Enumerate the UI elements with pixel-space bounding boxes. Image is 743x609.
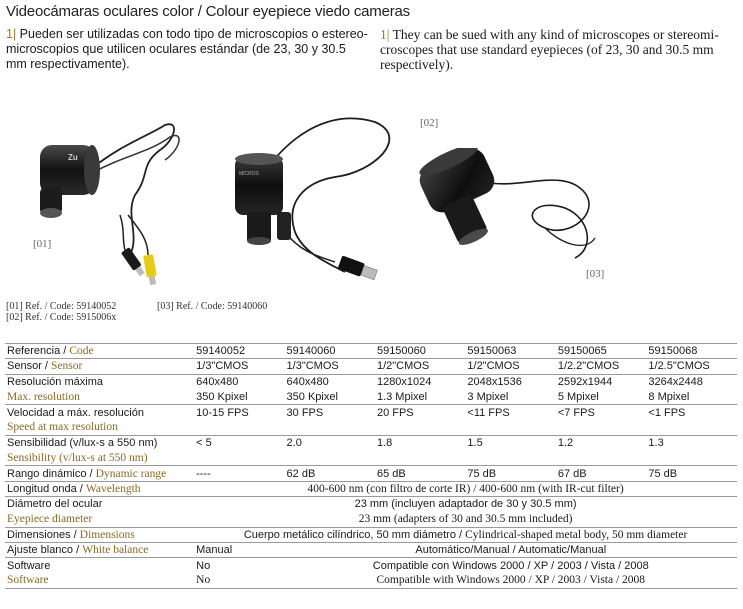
eyepiece-cell: 23 mm (incluyen adaptador de 30 y 30.5 mm)	[194, 496, 737, 511]
code-cell: 59140052	[194, 344, 284, 359]
table-row-dimensions	[5, 527, 737, 542]
dynamic-cell: 65 dB	[375, 466, 465, 481]
photo-label-01: [01]	[33, 238, 52, 250]
svg-text:MICROS: MICROS	[239, 171, 259, 177]
sensor-cell: 1/2"CMOS	[465, 359, 555, 374]
table-row-sensitivity	[5, 435, 737, 450]
table-row-sensor	[5, 359, 737, 374]
pixels-cell: 1.3 Mpixel	[376, 390, 428, 403]
sensor-cell: 1/2.2"CMOS	[556, 359, 647, 374]
table-row-eyepiece	[5, 496, 737, 511]
table-row-speed	[5, 405, 737, 420]
intro-number-en: 1|	[380, 27, 390, 42]
photo-label-03: [03]	[586, 268, 605, 280]
intro-english	[380, 27, 742, 72]
code-cell: 59150068	[646, 344, 737, 359]
sensitivity-cell: 1.8	[375, 435, 465, 450]
photo-label-02: [02]	[420, 117, 439, 129]
row-label: Resolución máxima	[5, 374, 194, 389]
code-cell: 59150065	[556, 344, 647, 359]
svg-text:Zu: Zu	[68, 153, 78, 162]
camera-photo-01	[30, 115, 205, 290]
white-balance-first: Manual	[194, 542, 284, 557]
row-label: Referencia / Code	[5, 344, 194, 359]
intro-text-en: They can be sued with any kind of microscopes or stereomi-croscopes that use standard eyepieces (of 23, 30 and 30.5 mm respectively).	[380, 27, 719, 72]
dynamic-cell: 67 dB	[556, 466, 647, 481]
code-cell: 59150063	[465, 344, 555, 359]
sensitivity-cell: 1.2	[556, 435, 647, 450]
table-row-dynamic-range	[5, 466, 737, 481]
speed-cell: 10-15 FPS	[194, 405, 284, 420]
code-cell: 59150060	[375, 344, 465, 359]
reference-code-01: [01] Ref. / Code: 59140052	[6, 301, 117, 312]
pixels-cell: 8 Mpixel	[648, 390, 690, 403]
white-balance-rest: Automático/Manual / Automatic/Manual	[285, 542, 737, 557]
sensor-cell: 1/3"CMOS	[285, 359, 375, 374]
pixels-cell: 3 Mpixel	[467, 390, 509, 403]
resolution-cell: 2592x1944	[556, 374, 647, 389]
resolution-cell: 3264x2448	[646, 374, 737, 389]
resolution-cell: 640x480	[285, 374, 375, 389]
code-cell: 59140060	[285, 344, 375, 359]
table-row-sensitivity-translation	[5, 451, 737, 466]
specifications-table	[5, 343, 737, 589]
dynamic-cell: 75 dB	[465, 466, 555, 481]
row-label-translation: Max. resolution	[7, 390, 80, 403]
dynamic-cell: ----	[194, 466, 284, 481]
speed-cell: <7 FPS	[556, 405, 647, 420]
sensor-cell: 1/2.5"CMOS	[646, 359, 737, 374]
row-label: Sensor / Sensor	[5, 359, 194, 374]
reference-code-03: [03] Ref. / Code: 59140060	[157, 301, 268, 312]
row-label: Diámetro del ocular	[5, 496, 194, 511]
page-title: Videocámaras oculares color / Colour eyepiece viedo cameras	[6, 3, 410, 20]
table-row-wavelength	[5, 481, 737, 496]
speed-cell: 20 FPS	[375, 405, 465, 420]
software-rest: Compatible con Windows 2000 / XP / 2003 / Vista / 2008	[285, 558, 737, 573]
table-row-speed-translation	[5, 420, 737, 435]
resolution-cell: 2048x1536	[465, 374, 555, 389]
sensitivity-cell: < 5	[194, 435, 284, 450]
row-label: Software	[5, 558, 194, 573]
reference-code-02: [02] Ref. / Code: 5915006x	[6, 312, 117, 323]
table-row-resolution-pixels	[5, 389, 737, 404]
table-row-white-balance	[5, 542, 737, 557]
sensitivity-cell: 1.3	[646, 435, 737, 450]
table-row-software-translation	[5, 573, 737, 588]
pixels-cell: 350 Kpixel	[196, 390, 248, 403]
intro-number-es: 1|	[6, 27, 17, 41]
dimensions-cell: Cuerpo metálico cilíndrico, 50 mm diámetro / Cylindrical-shaped metal body, 50 mm diameter	[194, 527, 737, 542]
sensitivity-cell: 1.5	[465, 435, 555, 450]
camera-photo-02	[225, 112, 405, 292]
intro-text-es: Pueden ser utilizadas con todo tipo de microscopios o estereo-microscopios que utilicen oculares estándar (de 23, 30 y 30.5 mm respectivamente).	[6, 27, 368, 71]
table-row-resolution	[5, 374, 737, 389]
row-label: Rango dinámico / Dynamic range	[5, 466, 194, 481]
row-label-translation: Eyepiece diameter	[7, 513, 93, 526]
sensitivity-cell: 2.0	[285, 435, 375, 450]
row-label: Longitud onda / Wavelength	[5, 481, 194, 496]
sensor-cell: 1/2"CMOS	[375, 359, 465, 374]
wavelength-cell: 400-600 nm (con filtro de corte IR) / 400-600 nm (with IR-cut filter)	[194, 481, 737, 496]
pixels-cell: 5 Mpixel	[557, 390, 599, 403]
camera-photo-03	[395, 148, 605, 278]
row-label-translation: Sensibility (v/lux-s at 550 nm)	[7, 451, 148, 464]
resolution-cell: 640x480	[194, 374, 284, 389]
speed-cell: <1 FPS	[646, 405, 737, 420]
software-first: No	[194, 558, 284, 573]
row-label-translation: Software	[5, 573, 194, 588]
eyepiece-cell-en: 23 mm (adapters of 30 and 30.5 mm included)	[358, 513, 573, 526]
speed-cell: 30 FPS	[285, 405, 375, 420]
table-row-eyepiece-translation	[5, 512, 737, 527]
row-label: Sensibilidad (v/lux-s a 550 nm)	[5, 435, 194, 450]
table-row-reference	[5, 344, 737, 359]
row-label: Ajuste blanco / White balance	[5, 542, 194, 557]
dynamic-cell: 75 dB	[646, 466, 737, 481]
dynamic-cell: 62 dB	[285, 466, 375, 481]
software-rest-en: Compatible with Windows 2000 / XP / 2003 / Vista / 2008	[285, 573, 737, 588]
table-row-software	[5, 558, 737, 573]
speed-cell: <11 FPS	[465, 405, 555, 420]
row-label: Velocidad a máx. resolución	[5, 405, 194, 420]
intro-spanish	[6, 27, 368, 72]
pixels-cell: 350 Kpixel	[286, 390, 338, 403]
row-label-translation: Speed at max resolution	[7, 421, 118, 434]
resolution-cell: 1280x1024	[375, 374, 465, 389]
sensor-cell: 1/3"CMOS	[194, 359, 284, 374]
row-label: Dimensiones / Dimensions	[5, 527, 194, 542]
software-first-en: No	[194, 573, 284, 588]
